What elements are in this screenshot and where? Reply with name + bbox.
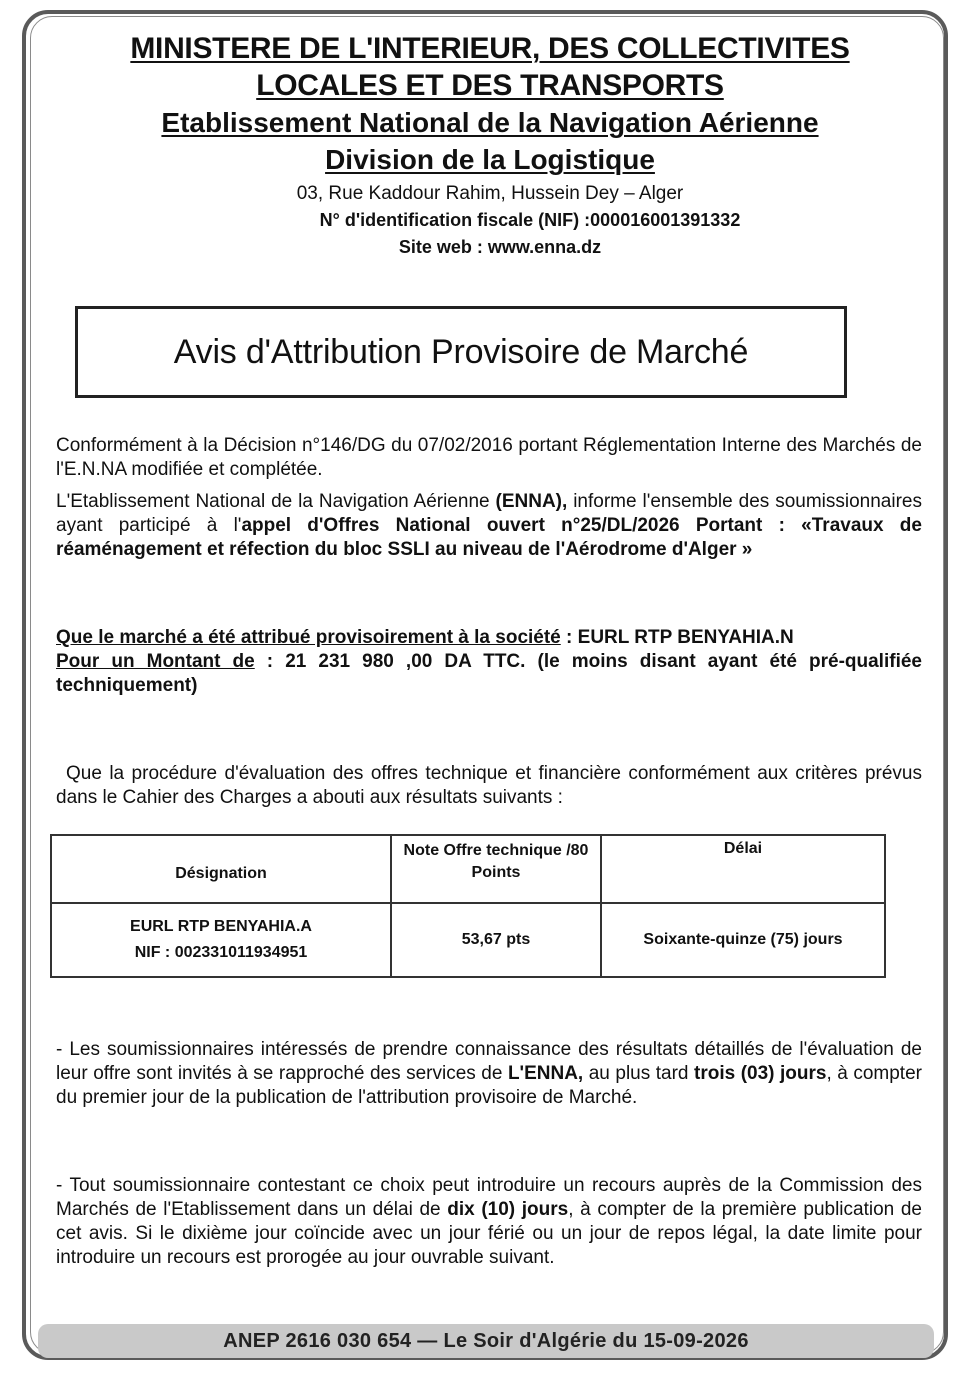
ministry-line-2: LOCALES ET DES TRANSPORTS bbox=[256, 69, 724, 102]
notice-paragraph-2 bbox=[56, 1174, 922, 1270]
notice1-text-a: - Les soumissionnaires intéressés de prendre connaissance des résultats détaillés de l'évaluation de leur offre sont invités à se rapproché des services de bbox=[56, 1039, 922, 1084]
amount-label: Pour un Montant de bbox=[56, 651, 255, 672]
establishment-name: Etablissement National de la Navigation Aérienne bbox=[161, 107, 819, 138]
award-amount: : 21 231 980 ,00 DA TTC. (le moins disant ayant été pré-qualifiée techniquement) bbox=[56, 651, 922, 696]
cell-designation bbox=[51, 903, 391, 977]
letterhead bbox=[60, 30, 920, 261]
table-header-row bbox=[51, 835, 885, 903]
footer-text: ANEP 2616 030 654 — Le Soir d'Algérie du 15-09-2026 bbox=[223, 1329, 749, 1352]
intro-text-b: informe l'ensemble des soumissionnaires ayant participé à l' bbox=[56, 491, 922, 536]
notice-title: Avis d'Attribution Provisoire de Marché bbox=[173, 332, 749, 371]
intro-enna: (ENNA), bbox=[495, 491, 568, 512]
intro-paragraph-1: Conformément à la Décision n°146/DG du 07/02/2016 portant Réglementation Interne des Marchés de l'E.N.NA modifiée et complétée. bbox=[56, 435, 922, 480]
notice1-text-b: au plus tard bbox=[583, 1063, 695, 1084]
header-designation: Désignation bbox=[51, 835, 391, 903]
award-label: Que le marché a été attribué provisoirement à la société bbox=[56, 627, 561, 648]
intro-paragraph-2 bbox=[56, 490, 922, 562]
address: 03, Rue Kaddour Rahim, Hussein Dey – Alger bbox=[296, 183, 684, 204]
ministry-line-1: MINISTERE DE L'INTERIEUR, DES COLLECTIVITES bbox=[130, 32, 850, 65]
table-row bbox=[51, 903, 885, 977]
notice2-text-b: , à compter de la première publication de cet avis. Si le dixième jour coïncide avec un jour férié ou un jour de repos légal, la date limite pour introduire un recours est prorogée au jour ouvrable suivant. bbox=[56, 1199, 922, 1268]
website: Site web : www.enna.dz bbox=[398, 237, 602, 257]
award-paragraph bbox=[56, 626, 922, 698]
cell-delay: Soixante-quinze (75) jours bbox=[601, 903, 885, 977]
header-delay: Délai bbox=[601, 835, 885, 903]
tax-id: N° d'identification fiscale (NIF) :000016001391332 bbox=[319, 210, 741, 230]
notice1-days: trois (03) jours bbox=[694, 1063, 827, 1084]
notice1-enna: L'ENNA, bbox=[507, 1063, 584, 1084]
cell-score: 53,67 pts bbox=[391, 903, 601, 977]
row-nif: NIF : 002331011934951 bbox=[134, 944, 308, 961]
notice-paragraph-1 bbox=[56, 1038, 922, 1110]
publication-footer bbox=[38, 1324, 934, 1358]
award-company: : EURL RTP BENYAHIA.N bbox=[560, 627, 794, 648]
intro-text-a: L'Etablissement National de la Navigation Aérienne bbox=[56, 491, 496, 512]
notice-title-box bbox=[75, 306, 847, 398]
header-score: Note Offre technique /80 Points bbox=[391, 835, 601, 903]
tender-reference: appel d'Offres National ouvert n°25/DL/2026 Portant : «Travaux de réaménagement et réfection du bloc SSLI au niveau de l'Aérodrome d'Alger » bbox=[56, 515, 922, 560]
division-name: Division de la Logistique bbox=[325, 144, 655, 175]
procedure-paragraph: Que la procédure d'évaluation des offres technique et financière conformément aux critères prévus dans le Cahier des Charges a abouti aux résultats suivants : bbox=[56, 763, 922, 808]
row-company: EURL RTP BENYAHIA.A bbox=[130, 918, 312, 935]
results-table bbox=[50, 834, 886, 978]
notice1-text-c: , à compter du premier jour de la publication de l'attribution provisoire de Marché. bbox=[56, 1063, 922, 1108]
notice2-text-a: - Tout soumissionnaire contestant ce choix peut introduire un recours auprès de la Commission des Marchés de l'Etablissement dans un délai de bbox=[56, 1175, 922, 1220]
notice2-days: dix (10) jours bbox=[447, 1199, 569, 1220]
